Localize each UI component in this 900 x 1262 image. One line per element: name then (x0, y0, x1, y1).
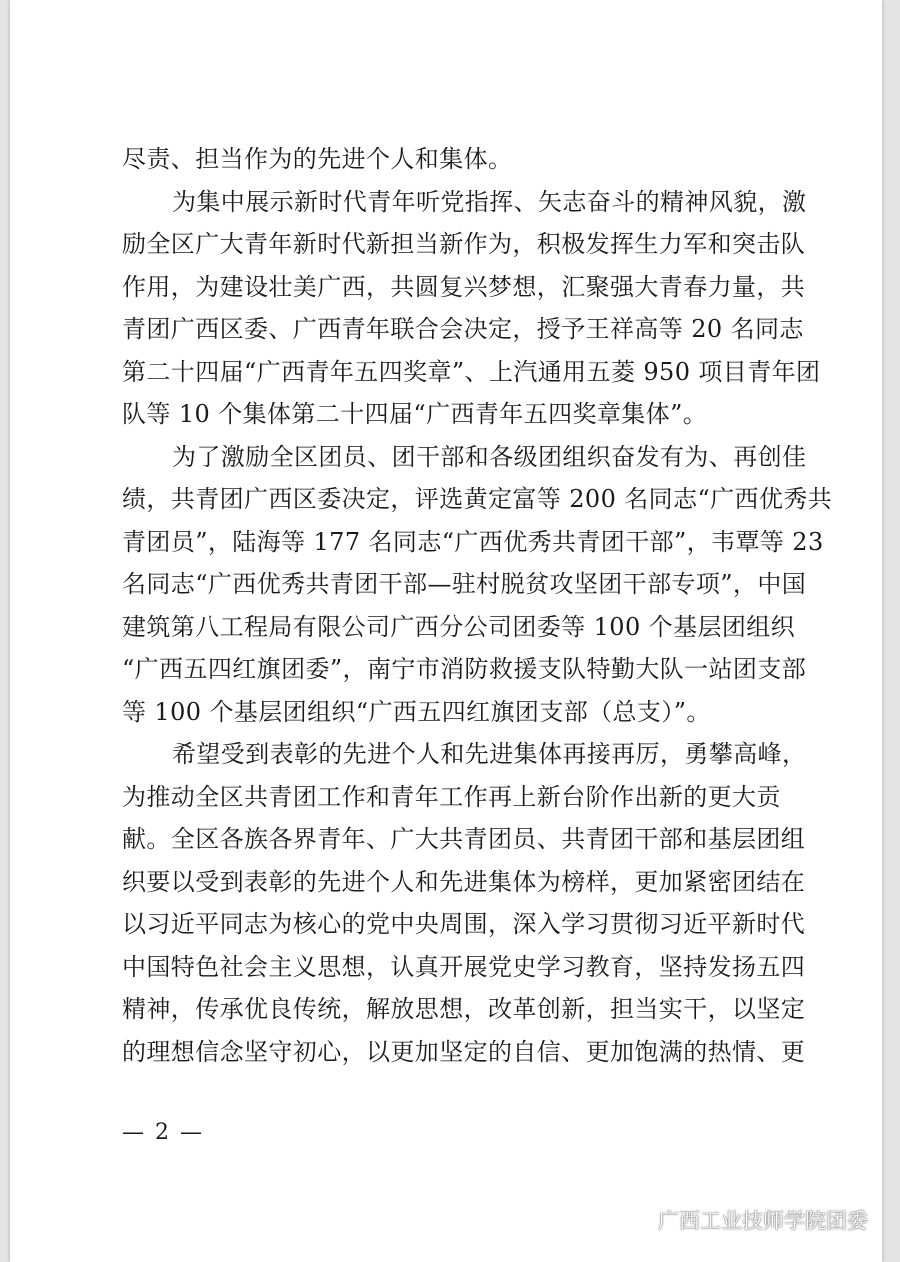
text-line: 绩，共青团广西区委决定，评选黄定富等 200 名同志“广西优秀共 (122, 485, 833, 513)
text-line: 的理想信念坚守初心，以更加坚定的自信、更加饱满的热情、更 (122, 1037, 806, 1066)
text-line: 献。全区各族各界青年、广大共青团员、共青团干部和基层团组 (122, 825, 806, 853)
text-line: 队等 10 个集体第二十四届“广西青年五四奖章集体”。 (122, 400, 708, 428)
text-line: 尽责、担当作为的先进个人和集体。 (122, 145, 513, 173)
text-line: 名同志“广西优秀共青团干部—驻村脱贫攻坚团干部专项”，中国 (122, 570, 807, 598)
page-number: — 2 — (122, 1120, 204, 1145)
text-line: 织要以受到表彰的先进个人和先进集体为榜样，更加紧密团结在 (122, 867, 806, 896)
watermark (620, 1205, 868, 1235)
text-line: 第二十四届“广西青年五四奖章”、上汽通用五菱 950 项目青年团 (122, 357, 821, 386)
paragraph-start-line: 希望受到表彰的先进个人和先进集体再接再厉，勇攀高峰， (172, 740, 807, 768)
text-line: 精神，传承优良传统，解放思想，改革创新，担当实干，以坚定 (122, 995, 806, 1023)
document-page (10, 0, 882, 1262)
text-line: 建筑第八工程局有限公司广西分公司团委等 100 个基层团组织 (122, 612, 796, 641)
text-line: 以习近平同志为核心的党中央周围，深入学习贯彻习近平新时代 (122, 910, 806, 938)
text-line: 中国特色社会主义思想，认真开展党史学习教育，坚持发扬五四 (122, 952, 806, 981)
text-line: 等 100 个基层团组织“广西五四红旗团支部（总支）”。 (122, 697, 711, 726)
body-text (122, 138, 833, 1073)
text-line: 为推动全区共青团工作和青年工作再上新台阶作出新的更大贡 (122, 782, 781, 811)
text-line: 青团员”，陆海等 177 名同志“广西优秀共青团干部”，韦覃等 23 (122, 527, 824, 556)
text-line: “广西五四红旗团委”，南宁市消防救援支队特勤大队一站团支部 (122, 655, 807, 683)
text-line: 作用，为建设壮美广西，共圆复兴梦想，汇聚强大青春力量，共 (122, 272, 806, 301)
paragraph-start-line: 为了激励全区团员、团干部和各级团组织奋发有为、再创佳 (172, 442, 807, 471)
text-line: 励全区广大青年新时代新担当新作为，积极发挥生力军和突击队 (122, 230, 806, 258)
paragraph-start-line: 为集中展示新时代青年听党指挥、矢志奋斗的精神风貌，激 (172, 187, 807, 216)
text-line: 青团广西区委、广西青年联合会决定，授予王祥高等 20 名同志 (122, 315, 804, 343)
watermark-text: 广西工业技师学院团委 (658, 1209, 868, 1233)
wechat-icon (620, 1208, 650, 1232)
